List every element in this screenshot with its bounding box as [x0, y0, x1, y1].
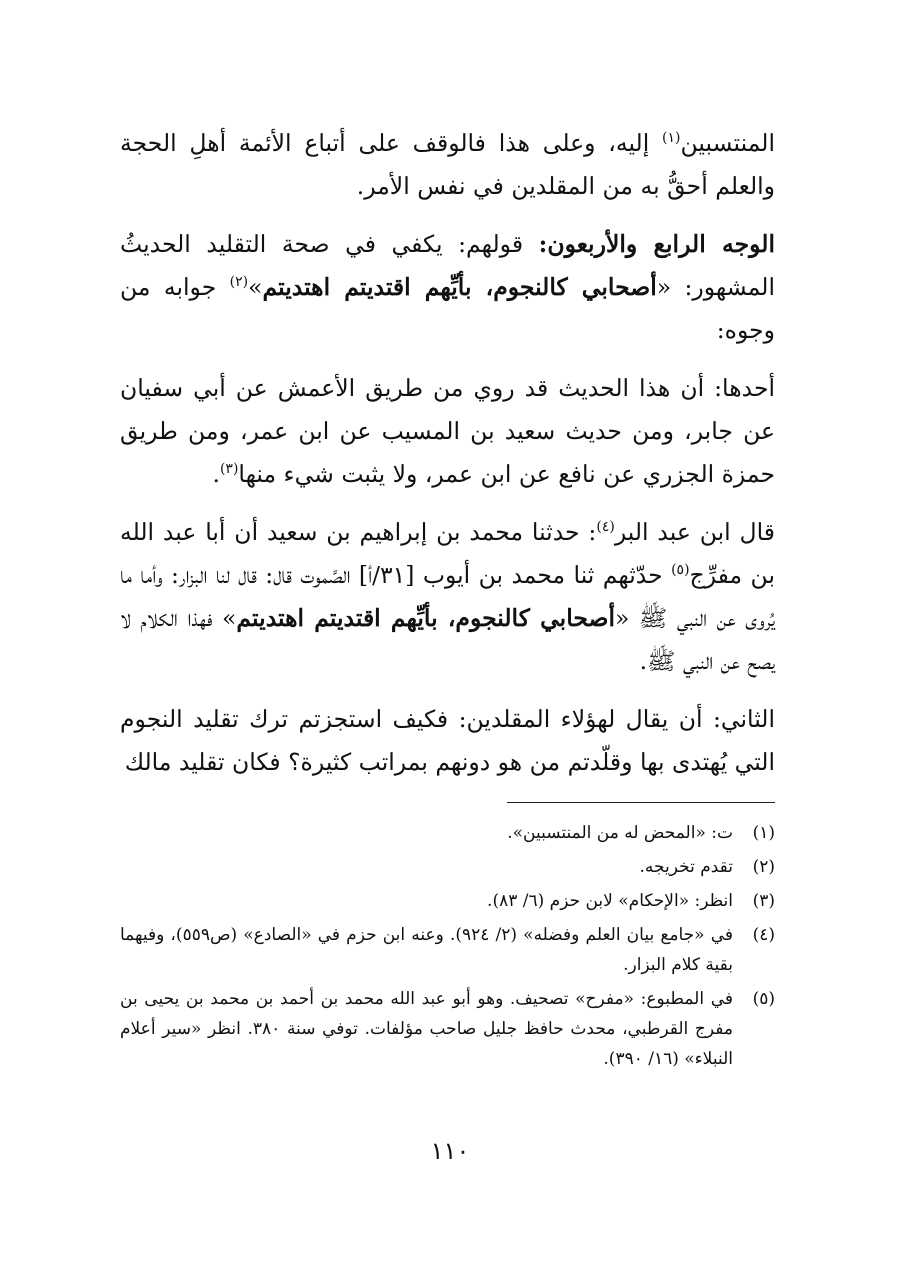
footnote-ref-4[interactable]: (٤) — [596, 519, 615, 536]
paragraph-3 — [120, 367, 775, 496]
text-run: قولهم: يكفي في صحة التقليد الحديثُ المشهور: « — [120, 230, 775, 301]
paragraph-5 — [120, 698, 775, 784]
footnote-ref-3[interactable]: (٣) — [219, 461, 239, 478]
footnote-text: في «جامع بيان العلم وفضله» (٢/ ٩٢٤). وعنه ابن حزم في «الصادع» (ص٥٥٩)، وفيهما بقية كلام البزار. — [120, 925, 734, 975]
footnote-4 — [120, 920, 775, 980]
footnote-1 — [120, 818, 775, 848]
footnote-number: (٢) — [752, 857, 775, 877]
footnote-text: ت: «المحض له من المنتسبين». — [507, 823, 733, 843]
text-run: إليه، وعلى هذا فالوقف على أتباع الأئمة أهلِ الحجة والعلم أحقُّ به من المقلدين في نفس الأمر. — [120, 129, 775, 200]
hadith-quote: أصحابي كالنجوم، بأيِّهم اقتديتم اهتديتم — [236, 604, 616, 632]
footnote-number: (٥) — [752, 989, 775, 1009]
footnote-ref-2[interactable]: (٢) — [229, 274, 249, 291]
text-run: قال ابن عبد البر — [614, 518, 775, 546]
footnote-number: (١) — [752, 823, 775, 843]
footnote-number: (٣) — [752, 891, 775, 911]
paragraph-2 — [120, 223, 775, 352]
footnote-ref-5[interactable]: (٥) — [671, 562, 690, 579]
footnotes — [120, 818, 775, 1078]
text-run: المنتسبين — [680, 129, 775, 157]
footnote-2 — [120, 852, 775, 882]
footnote-number: (٤) — [752, 925, 775, 945]
footnote-3 — [120, 886, 775, 916]
text-run: الثاني: أن يقال لهؤلاء المقلدين: فكيف استجزتم ترك تقليد النجوم التي يُهتدى بها وقلّدتم من هو دونهم بمراتب كثيرة؟ فكان تقليد مالك — [120, 705, 775, 776]
text-run: : حدثنا محمد بن إبراهيم بن سعيد أن أبا عبد الله بن مفرِّج — [120, 518, 775, 589]
text-run: » — [248, 273, 263, 301]
footnote-text: انظر: «الإحكام» لابن حزم (٦/ ٨٣). — [487, 891, 733, 911]
footnote-text: تقدم تخريجه. — [639, 857, 733, 877]
text-run: أحدها: أن هذا الحديث قد روي من طريق الأعمش عن أبي سفيان عن جابر، ومن حديث سعيد بن المسيب عن ابن عمر، ومن طريق حمزة الجزري عن نافع عن ابن عمر، ولا يثبت شيء منها — [120, 374, 775, 488]
paragraph-4 — [120, 511, 775, 683]
footnote-ref-1[interactable]: (١) — [662, 130, 681, 147]
main-text — [120, 122, 775, 784]
page-number: ١١٠ — [430, 1137, 470, 1165]
text-run: جوابه من وجوه: — [120, 273, 775, 344]
paragraph-1 — [120, 122, 775, 208]
section-heading: الوجه الرابع والأربعون: — [538, 230, 775, 258]
text-run: حدّثهم ثنا محمد بن أيوب [٣١/أ] الصَّموت قال: قال لنا البزار: وأما ما يُروى عن النبي ﷺ « — [120, 561, 775, 632]
text-run: » فهذا الكلام لا يصح عن النبي ﷺ. — [120, 604, 775, 675]
hadith-quote: أصحابي كالنجوم، بأيِّهم اقتديتم اهتديتم — [262, 273, 657, 301]
footnote-5 — [120, 984, 775, 1074]
footnote-text: في المطبوع: «مفرح» تصحيف. وهو أبو عبد الله محمد بن أحمد بن محمد بن يحيى بن مفرج القرطبي، محدث حافظ جليل صاحب مؤلفات. توفي سنة ٣٨٠. انظر «سير أعلام النبلاء» (١٦/ ٣٩٠). — [120, 989, 733, 1069]
text-run: . — [212, 460, 220, 488]
footnote-divider — [507, 802, 775, 803]
